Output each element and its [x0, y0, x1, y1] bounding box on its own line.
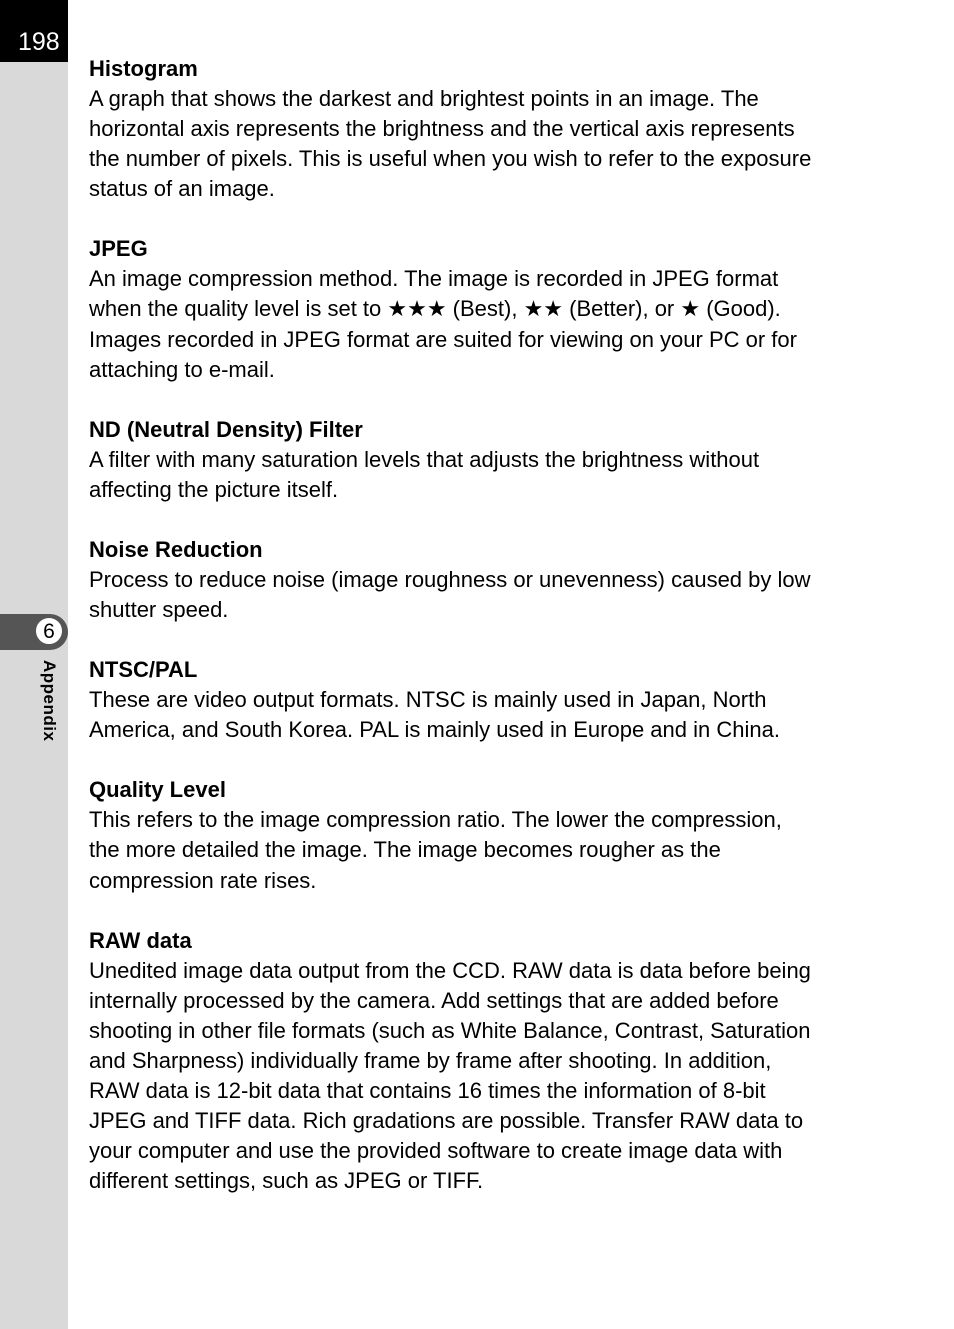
entry-title: Noise Reduction [89, 536, 263, 562]
body-line: compression rate rises. [89, 867, 317, 893]
body-line: A filter with many saturation levels that adjusts the brightness without [89, 446, 760, 472]
body-line: An image compression method. The image is recorded in JPEG format [89, 266, 779, 292]
body-line: internally processed by the camera. Add settings that are added before [89, 987, 779, 1013]
body-line: different settings, such as JPEG or TIFF. [89, 1168, 484, 1194]
page-number-box [0, 0, 68, 62]
glossary-content [89, 54, 879, 1226]
body-line: horizontal axis represents the brightness and the vertical axis represents [89, 116, 795, 142]
entry-title: ND (Neutral Density) Filter [89, 416, 363, 442]
chapter-number: 6 [35, 617, 63, 645]
body-line: and Sharpness) individually frame by frame after shooting. In addition, [89, 1047, 772, 1073]
entry-jpeg [89, 234, 879, 384]
entry-raw-data [89, 926, 879, 1197]
entry-title: RAW data [89, 927, 192, 953]
body-line: shutter speed. [89, 597, 229, 623]
entry-body [89, 565, 879, 625]
entry-ntsc-pal [89, 655, 879, 745]
body-line: when the quality level is set to ★★★ (Best), ★★ (Better), or ★ (Good). [89, 296, 781, 322]
body-line: shooting in other file formats (such as White Balance, Contrast, Saturation [89, 1017, 811, 1043]
entry-title: JPEG [89, 236, 148, 262]
entry-title: NTSC/PAL [89, 657, 198, 683]
body-line: the number of pixels. This is useful when you wish to refer to the exposure [89, 146, 812, 172]
entry-quality-level [89, 775, 879, 895]
page-number: 198 [18, 28, 60, 56]
body-line: attaching to e-mail. [89, 356, 275, 382]
body-line: your computer and use the provided software to create image data with [89, 1138, 783, 1164]
body-line: These are video output formats. NTSC is mainly used in Japan, North [89, 687, 767, 713]
entry-nd-filter [89, 415, 879, 505]
body-line: America, and South Korea. PAL is mainly used in Europe and in China. [89, 717, 780, 743]
entry-body [89, 445, 879, 505]
body-line: This refers to the image compression ratio. The lower the compression, [89, 807, 782, 833]
entry-body [89, 84, 879, 204]
entry-noise-reduction [89, 535, 879, 625]
body-line: JPEG and TIFF data. Rich gradations are possible. Transfer RAW data to [89, 1108, 804, 1134]
entry-body [89, 805, 879, 895]
entry-title: Quality Level [89, 777, 226, 803]
body-line: RAW data is 12-bit data that contains 16 times the information of 8-bit [89, 1077, 766, 1103]
chapter-label: Appendix [40, 660, 59, 742]
body-line: Images recorded in JPEG format are suited for viewing on your PC or for [89, 326, 797, 352]
body-line: A graph that shows the darkest and brightest points in an image. The [89, 86, 759, 111]
body-line: affecting the picture itself. [89, 476, 339, 502]
entry-title: Histogram [89, 56, 198, 81]
entry-body [89, 956, 879, 1197]
body-line: Unedited image data output from the CCD. RAW data is data before being [89, 957, 811, 983]
body-line: Process to reduce noise (image roughness or unevenness) caused by low [89, 566, 811, 592]
entry-histogram [89, 54, 879, 204]
body-line: status of an image. [89, 176, 275, 202]
body-line: the more detailed the image. The image becomes rougher as the [89, 837, 721, 863]
entry-body [89, 264, 879, 384]
entry-body [89, 685, 879, 745]
